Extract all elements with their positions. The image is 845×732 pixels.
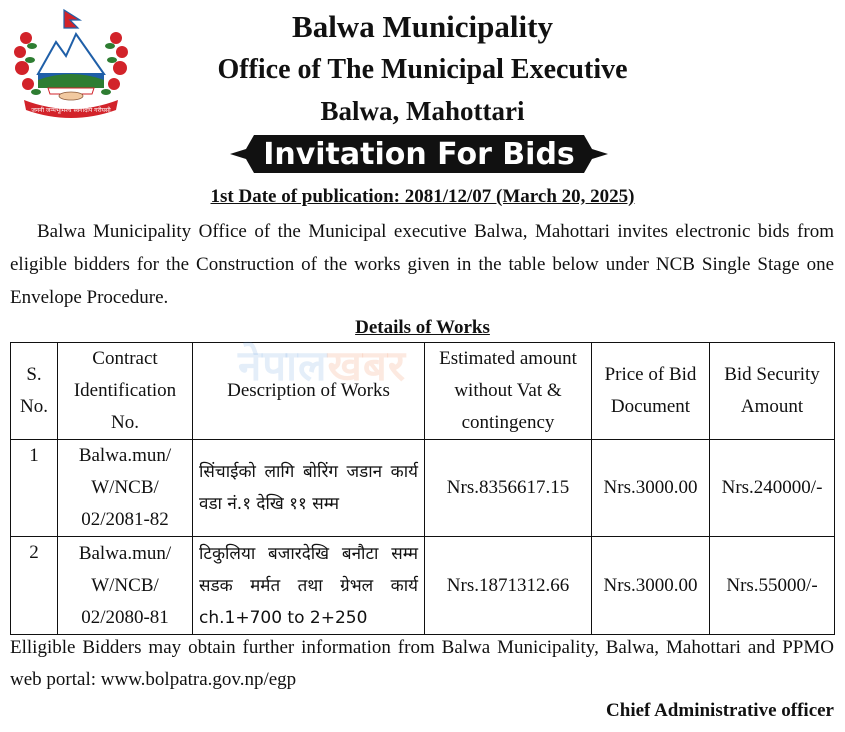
intro-paragraph: Balwa Municipality Office of the Municipal executive Balwa, Mahottari invites electronic bids from eligible bidders for the Construction of the works given in the table below under NCB Single Stage one Envelope Procedure. (10, 221, 834, 308)
cell-contract-id (58, 537, 193, 635)
table-header-row (11, 343, 835, 440)
col-header-security-line1: Bid Security (724, 364, 820, 385)
municipality-title: Balwa Municipality (292, 9, 553, 44)
watermark-part2: खबर (327, 341, 407, 390)
col-header-estimated-line3: contingency (461, 412, 555, 433)
works-table (10, 342, 835, 635)
col-header-estimated (425, 343, 592, 440)
location-title: Balwa, Mahottari (320, 96, 525, 126)
cell-contract-id-line3: 02/2081-82 (81, 509, 169, 530)
cell-sn: 1 (11, 440, 58, 537)
col-header-price-line2: Document (610, 396, 691, 417)
watermark-part1: नेपाल (238, 341, 328, 390)
col-header-security (710, 343, 835, 440)
cell-sn: 2 (11, 537, 58, 635)
cell-contract-id-line1: Balwa.mun/ (78, 542, 172, 564)
col-header-description: Description of Works (193, 343, 425, 440)
col-header-contract-line1: Contract (92, 348, 158, 369)
invitation-banner-title: Invitation For Bids (263, 136, 575, 172)
emblem-motto: जननी जन्मभूमिश्च स्वर्गादपि गरीयसी (31, 107, 111, 114)
footer-paragraph: Elligible Bidders may obtain further information from Balwa Municipality, Balwa, Mahottari and PPMO web portal: www.bolpatra.gov.np/egp (10, 637, 834, 690)
col-header-contract-id (58, 343, 193, 440)
col-header-price (592, 343, 710, 440)
cell-estimated: Nrs.1871312.66 (425, 537, 592, 635)
table-row (11, 440, 835, 537)
office-title: Office of The Municipal Executive (217, 54, 628, 85)
cell-security: Nrs.240000/- (710, 440, 835, 537)
col-header-sn-line2: No. (20, 396, 48, 417)
cell-description: टिकुलिया बजारदेखि बनौटा सम्म सडक मर्मत तथा ग्रेभल कार्य ch.1+700 to 2+250 (193, 537, 425, 635)
cell-estimated: Nrs.8356617.15 (425, 440, 592, 537)
col-header-security-line2: Amount (740, 396, 804, 417)
cell-contract-id-line2: W/NCB/ (91, 574, 159, 596)
col-header-sn-line1: S. (26, 364, 42, 385)
col-header-sn (11, 343, 58, 440)
col-header-price-line1: Price of Bid (604, 364, 697, 385)
cell-price: Nrs.3000.00 (592, 440, 710, 537)
col-header-estimated-line1: Estimated amount (439, 348, 577, 369)
col-header-contract-line3: No. (111, 412, 139, 433)
cell-contract-id-line3: 02/2080-81 (81, 606, 169, 628)
cell-description: सिंचाईको लागि बोरिंग जडान कार्य वडा नं.१ देखि ११ सम्म (193, 440, 425, 537)
cell-contract-id-line2: W/NCB/ (91, 477, 159, 498)
col-header-contract-line2: Identification (73, 380, 177, 401)
col-header-estimated-line2: without Vat & (454, 380, 562, 401)
cell-price: Nrs.3000.00 (592, 537, 710, 635)
cell-contract-id-line1: Balwa.mun/ (78, 445, 172, 466)
signoff: Chief Administrative officer (606, 700, 834, 721)
table-row (11, 537, 835, 635)
details-of-works-heading: Details of Works (355, 317, 490, 338)
cell-security: Nrs.55000/- (710, 537, 835, 635)
cell-contract-id (58, 440, 193, 537)
publication-date: 1st Date of publication: 2081/12/07 (March 20, 2025) (210, 186, 635, 207)
